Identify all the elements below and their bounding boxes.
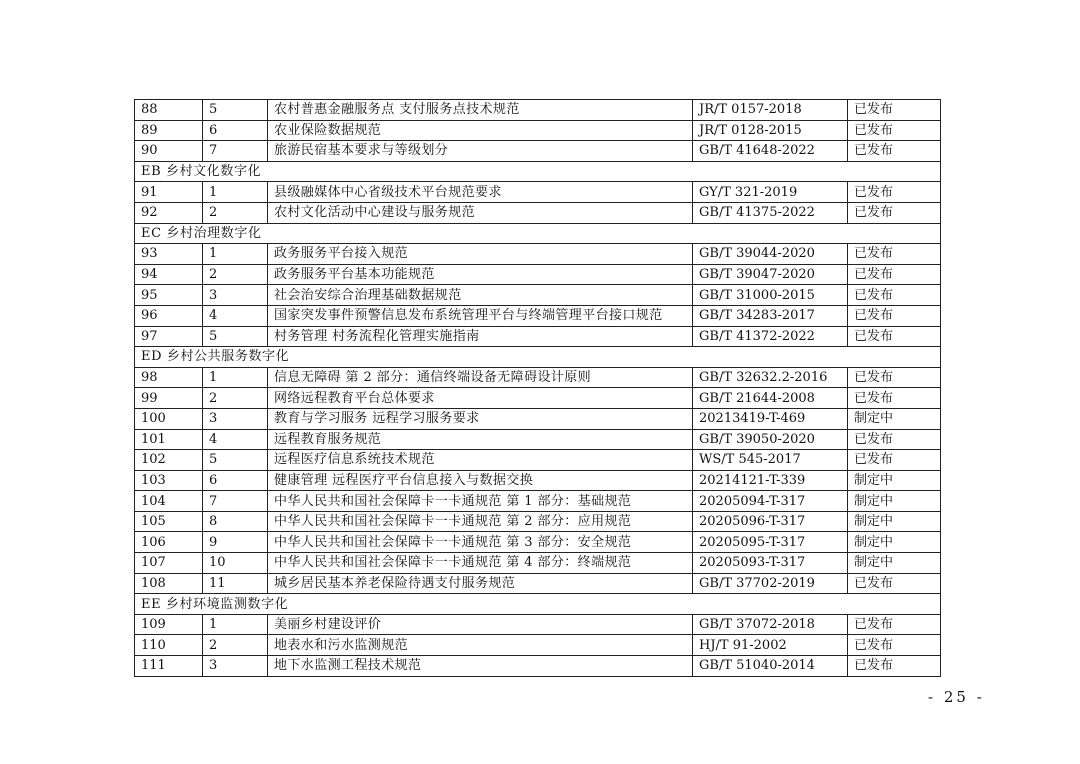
status-cell: 已发布	[848, 141, 941, 162]
table-row	[135, 367, 941, 388]
standard-code: GB/T 21644-2008	[693, 388, 848, 409]
serial-number: 92	[135, 202, 203, 223]
sub-number: 6	[203, 120, 268, 141]
status-cell: 已发布	[848, 635, 941, 656]
table-row	[135, 635, 941, 656]
status-cell: 已发布	[848, 656, 941, 677]
sub-number: 7	[203, 491, 268, 512]
status-cell: 已发布	[848, 264, 941, 285]
table-row	[135, 100, 941, 121]
standard-code: 20205093-T-317	[693, 553, 848, 574]
sub-number: 9	[203, 532, 268, 553]
serial-number: 106	[135, 532, 203, 553]
sub-number: 2	[203, 264, 268, 285]
table-row	[135, 305, 941, 326]
serial-number: 104	[135, 491, 203, 512]
section-title: ED 乡村公共服务数字化	[135, 347, 941, 368]
sub-number: 2	[203, 635, 268, 656]
section-title: EC 乡村治理数字化	[135, 223, 941, 244]
serial-number: 99	[135, 388, 203, 409]
standard-code: WS/T 545-2017	[693, 450, 848, 471]
status-cell: 已发布	[848, 244, 941, 265]
table-row	[135, 244, 941, 265]
table-row	[135, 202, 941, 223]
standard-name: 地下水监测工程技术规范	[268, 656, 693, 677]
section-row	[135, 223, 941, 244]
standard-name: 村务管理 村务流程化管理实施指南	[268, 326, 693, 347]
status-cell: 已发布	[848, 450, 941, 471]
status-cell: 已发布	[848, 182, 941, 203]
standard-name: 政务服务平台基本功能规范	[268, 264, 693, 285]
standard-name: 农村文化活动中心建设与服务规范	[268, 202, 693, 223]
table-row	[135, 141, 941, 162]
sub-number: 2	[203, 202, 268, 223]
standard-code: GB/T 32632.2-2016	[693, 367, 848, 388]
standard-code: JR/T 0157-2018	[693, 100, 848, 121]
standard-code: GB/T 37072-2018	[693, 614, 848, 635]
table-row	[135, 511, 941, 532]
table-row	[135, 553, 941, 574]
standard-name: 国家突发事件预警信息发布系统管理平台与终端管理平台接口规范	[268, 305, 693, 326]
status-cell: 制定中	[848, 491, 941, 512]
section-row	[135, 161, 941, 182]
table-row	[135, 429, 941, 450]
sub-number: 4	[203, 429, 268, 450]
status-cell: 制定中	[848, 408, 941, 429]
status-cell: 已发布	[848, 285, 941, 306]
standard-code: GY/T 321-2019	[693, 182, 848, 203]
table-row	[135, 264, 941, 285]
standard-code: HJ/T 91-2002	[693, 635, 848, 656]
section-title: EE 乡村环境监测数字化	[135, 594, 941, 615]
serial-number: 94	[135, 264, 203, 285]
sub-number: 2	[203, 388, 268, 409]
serial-number: 91	[135, 182, 203, 203]
serial-number: 97	[135, 326, 203, 347]
sub-number: 3	[203, 408, 268, 429]
table-row	[135, 388, 941, 409]
serial-number: 107	[135, 553, 203, 574]
serial-number: 88	[135, 100, 203, 121]
sub-number: 10	[203, 553, 268, 574]
serial-number: 108	[135, 573, 203, 594]
standard-name: 健康管理 远程医疗平台信息接入与数据交换	[268, 470, 693, 491]
standard-name: 远程医疗信息系统技术规范	[268, 450, 693, 471]
status-cell: 已发布	[848, 388, 941, 409]
serial-number: 109	[135, 614, 203, 635]
status-cell: 已发布	[848, 429, 941, 450]
standard-name: 信息无障碍 第 2 部分：通信终端设备无障碍设计原则	[268, 367, 693, 388]
standard-name: 教育与学习服务 远程学习服务要求	[268, 408, 693, 429]
sub-number: 1	[203, 182, 268, 203]
serial-number: 93	[135, 244, 203, 265]
standard-code: GB/T 31000-2015	[693, 285, 848, 306]
standard-code: GB/T 34283-2017	[693, 305, 848, 326]
serial-number: 101	[135, 429, 203, 450]
standard-code: GB/T 41648-2022	[693, 141, 848, 162]
status-cell: 已发布	[848, 202, 941, 223]
standard-name: 县级融媒体中心省级技术平台规范要求	[268, 182, 693, 203]
sub-number: 5	[203, 100, 268, 121]
standard-name: 地表水和污水监测规范	[268, 635, 693, 656]
serial-number: 95	[135, 285, 203, 306]
standard-code: GB/T 39047-2020	[693, 264, 848, 285]
standard-code: GB/T 37702-2019	[693, 573, 848, 594]
standard-name: 中华人民共和国社会保障卡一卡通规范 第 3 部分：安全规范	[268, 532, 693, 553]
standard-name: 中华人民共和国社会保障卡一卡通规范 第 4 部分：终端规范	[268, 553, 693, 574]
sub-number: 1	[203, 367, 268, 388]
standard-code: GB/T 41372-2022	[693, 326, 848, 347]
standard-code: 20205096-T-317	[693, 511, 848, 532]
standard-name: 社会治安综合治理基础数据规范	[268, 285, 693, 306]
standard-code: GB/T 39050-2020	[693, 429, 848, 450]
standard-code: GB/T 51040-2014	[693, 656, 848, 677]
sub-number: 7	[203, 141, 268, 162]
standard-name: 旅游民宿基本要求与等级划分	[268, 141, 693, 162]
sub-number: 11	[203, 573, 268, 594]
sub-number: 6	[203, 470, 268, 491]
table-row	[135, 182, 941, 203]
sub-number: 1	[203, 614, 268, 635]
sub-number: 4	[203, 305, 268, 326]
status-cell: 制定中	[848, 470, 941, 491]
table-row	[135, 532, 941, 553]
sub-number: 5	[203, 450, 268, 471]
sub-number: 8	[203, 511, 268, 532]
status-cell: 已发布	[848, 614, 941, 635]
standard-code: GB/T 39044-2020	[693, 244, 848, 265]
serial-number: 103	[135, 470, 203, 491]
sub-number: 1	[203, 244, 268, 265]
table-row	[135, 491, 941, 512]
standard-code: GB/T 41375-2022	[693, 202, 848, 223]
serial-number: 105	[135, 511, 203, 532]
serial-number: 98	[135, 367, 203, 388]
status-cell: 制定中	[848, 532, 941, 553]
table-row	[135, 450, 941, 471]
table-row	[135, 614, 941, 635]
status-cell: 制定中	[848, 553, 941, 574]
table-row	[135, 470, 941, 491]
serial-number: 110	[135, 635, 203, 656]
standard-name: 中华人民共和国社会保障卡一卡通规范 第 2 部分：应用规范	[268, 511, 693, 532]
standard-code: JR/T 0128-2015	[693, 120, 848, 141]
sub-number: 3	[203, 656, 268, 677]
standard-code: 20205095-T-317	[693, 532, 848, 553]
standards-table	[134, 99, 941, 677]
section-title: EB 乡村文化数字化	[135, 161, 941, 182]
serial-number: 96	[135, 305, 203, 326]
standard-code: 20214121-T-339	[693, 470, 848, 491]
table-row	[135, 120, 941, 141]
section-row	[135, 347, 941, 368]
status-cell: 已发布	[848, 100, 941, 121]
table-row	[135, 573, 941, 594]
standard-code: 20213419-T-469	[693, 408, 848, 429]
status-cell: 已发布	[848, 367, 941, 388]
standard-name: 农村普惠金融服务点 支付服务点技术规范	[268, 100, 693, 121]
status-cell: 已发布	[848, 305, 941, 326]
table-row	[135, 326, 941, 347]
serial-number: 90	[135, 141, 203, 162]
standard-name: 政务服务平台接入规范	[268, 244, 693, 265]
page-number: - 25 -	[928, 688, 985, 706]
standard-name: 农业保险数据规范	[268, 120, 693, 141]
status-cell: 已发布	[848, 120, 941, 141]
status-cell: 已发布	[848, 326, 941, 347]
status-cell: 已发布	[848, 573, 941, 594]
sub-number: 3	[203, 285, 268, 306]
standard-name: 城乡居民基本养老保险待遇支付服务规范	[268, 573, 693, 594]
status-cell: 制定中	[848, 511, 941, 532]
standard-name: 中华人民共和国社会保障卡一卡通规范 第 1 部分：基础规范	[268, 491, 693, 512]
sub-number: 5	[203, 326, 268, 347]
standard-name: 网络远程教育平台总体要求	[268, 388, 693, 409]
standard-name: 远程教育服务规范	[268, 429, 693, 450]
standard-name: 美丽乡村建设评价	[268, 614, 693, 635]
table-row	[135, 656, 941, 677]
section-row	[135, 594, 941, 615]
table-row	[135, 408, 941, 429]
serial-number: 100	[135, 408, 203, 429]
serial-number: 111	[135, 656, 203, 677]
standard-code: 20205094-T-317	[693, 491, 848, 512]
table-row	[135, 285, 941, 306]
serial-number: 89	[135, 120, 203, 141]
serial-number: 102	[135, 450, 203, 471]
